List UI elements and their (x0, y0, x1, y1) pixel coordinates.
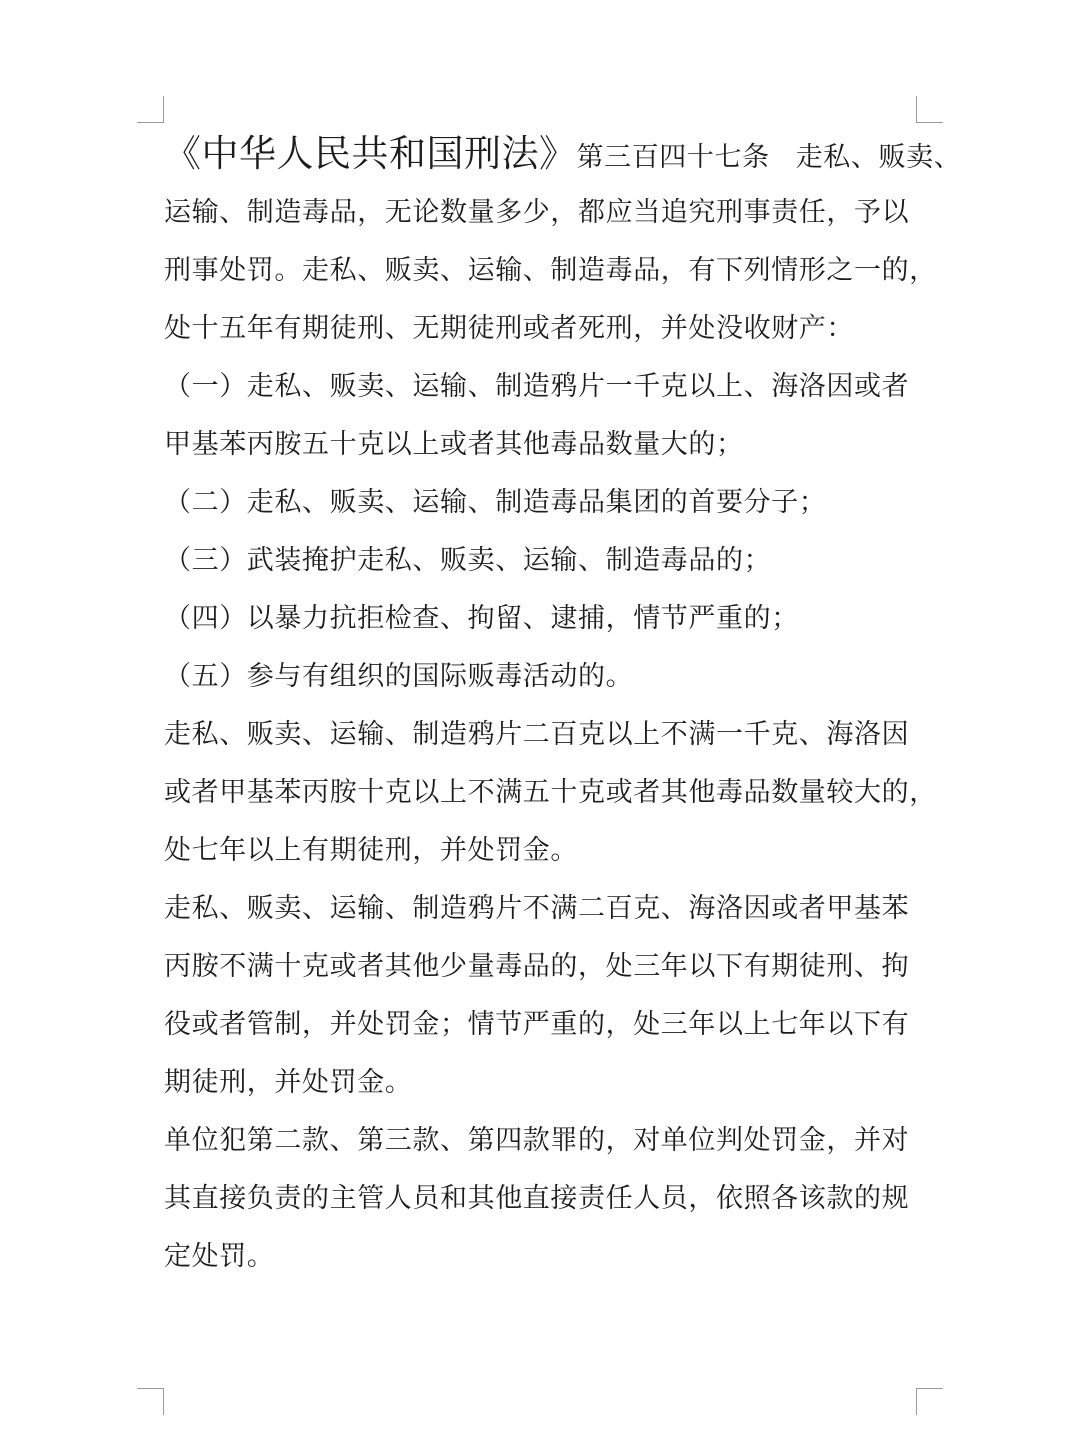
paragraph-3-line: 走私、贩卖、运输、制造鸦片不满二百克、海洛因或者甲基苯 (164, 893, 910, 924)
paragraph-2-line: 走私、贩卖、运输、制造鸦片二百克以上不满一千克、海洛因 (164, 719, 910, 750)
paragraph-3-line: 丙胺不满十克或者其他少量毒品的，处三年以下有期徒刑、拘 (164, 951, 910, 982)
crop-mark-top-left (137, 96, 164, 123)
article-text-start: 走私、贩卖、 (795, 142, 962, 173)
crop-mark-bottom-right (916, 1388, 943, 1415)
paragraph-4-line: 其直接负责的主管人员和其他直接责任人员，依照各该款的规 (164, 1183, 910, 1214)
law-title: 《中华人民共和国刑法》 (164, 132, 577, 175)
paragraph-3-line: 期徒刑，并处罚金。 (164, 1067, 413, 1098)
list-item-5: （五）参与有组织的国际贩毒活动的。 (164, 661, 634, 692)
text-line: 刑事处罚。走私、贩卖、运输、制造毒品，有下列情形之一的， (164, 255, 937, 286)
document-body (164, 124, 962, 1286)
crop-mark-bottom-left (137, 1388, 164, 1415)
list-item-2: （二）走私、贩卖、运输、制造毒品集团的首要分子； (164, 487, 827, 518)
article-number: 第三百四十七条 (576, 142, 770, 173)
paragraph-2-line: 处七年以上有期徒刑，并处罚金。 (164, 835, 578, 866)
text-line: 甲基苯丙胺五十克以上或者其他毒品数量大的； (164, 429, 744, 460)
text-line: 运输、制造毒品，无论数量多少，都应当追究刑事责任，予以 (164, 197, 910, 228)
text-line: 处十五年有期徒刑、无期徒刑或者死刑，并处没收财产： (164, 313, 854, 344)
title-line (164, 124, 962, 184)
list-item-4: （四）以暴力抗拒检查、拘留、逮捕，情节严重的； (164, 603, 799, 634)
paragraph-2-line: 或者甲基苯丙胺十克以上不满五十克或者其他毒品数量较大的， (164, 777, 937, 808)
paragraph-3-line: 役或者管制，并处罚金；情节严重的，处三年以上七年以下有 (164, 1009, 910, 1040)
crop-mark-top-right (916, 96, 943, 123)
list-item-3: （三）武装掩护走私、贩卖、运输、制造毒品的； (164, 545, 772, 576)
list-item-1: （一）走私、贩卖、运输、制造鸦片一千克以上、海洛因或者 (164, 371, 910, 402)
paragraph-4-line: 单位犯第二款、第三款、第四款罪的，对单位判处罚金，并对 (164, 1125, 910, 1156)
paragraph-4-line: 定处罚。 (164, 1241, 275, 1272)
